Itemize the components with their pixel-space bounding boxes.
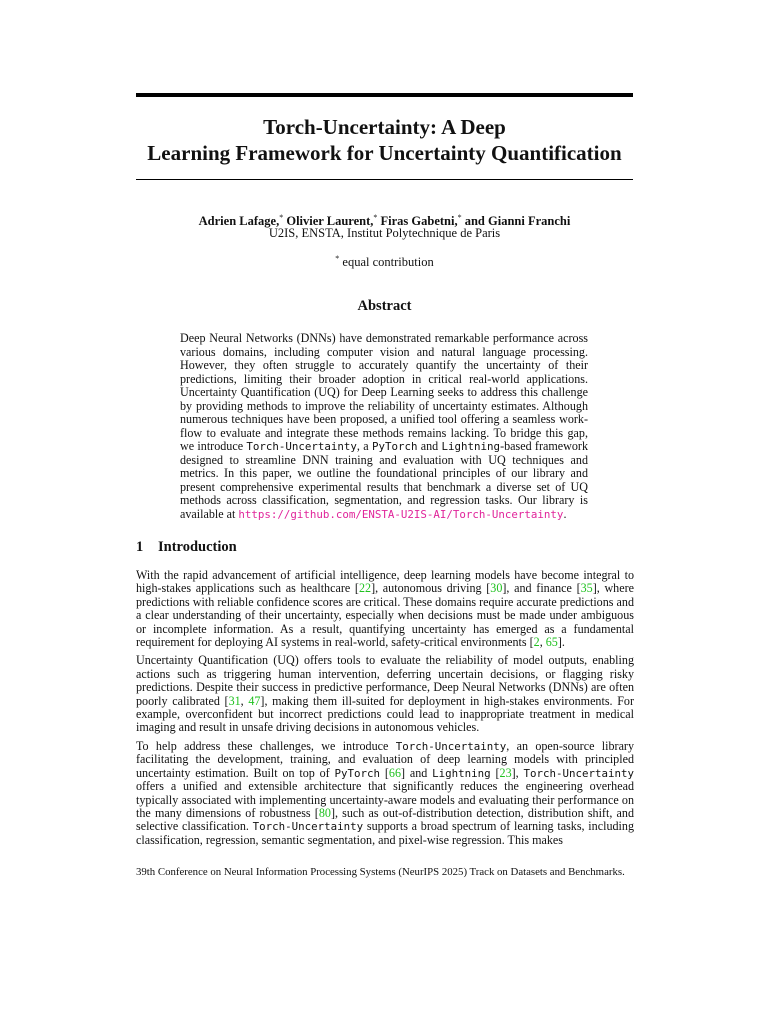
- title-line-2: Learning Framework for Uncertainty Quantification: [147, 141, 622, 165]
- abstract-body: [180, 332, 588, 521]
- inline-code: Torch-Uncertainty: [252, 820, 364, 834]
- citation-link[interactable]: 22: [358, 581, 372, 596]
- author-name: Adrien Lafage,: [198, 214, 280, 229]
- inline-code: Torch-Uncertainty: [523, 766, 635, 780]
- paragraph-text: ], and finance [: [502, 581, 581, 596]
- paragraph-text: , an open-source library facilitating the development, training, and evaluation of deep learning models with principled uncertainty estimation. Built on top of: [136, 738, 635, 780]
- author-name: Firas Gabetni,: [380, 214, 458, 229]
- citation-link[interactable]: 47: [248, 693, 261, 708]
- title-bottom-rule: [136, 179, 633, 180]
- abstract-text: and: [417, 439, 442, 453]
- contribution-note: [120, 251, 649, 270]
- citation-link[interactable]: 30: [490, 581, 503, 596]
- paragraph-text: ], such as out-of-distribution detection, distribution shift, and selective classification.: [136, 805, 634, 834]
- citation-link[interactable]: 65: [545, 635, 558, 650]
- section-number: 1: [136, 539, 144, 555]
- paragraph-text: ], autonomous driving [: [371, 581, 491, 596]
- contribution-text: equal contribution: [342, 255, 434, 270]
- paragraph: [136, 569, 634, 649]
- section-heading: [136, 539, 237, 556]
- author-mark: *: [373, 213, 378, 222]
- citation-link[interactable]: 35: [580, 581, 593, 596]
- citation-link[interactable]: 80: [318, 805, 331, 820]
- citation-link[interactable]: 31: [228, 693, 241, 708]
- paragraph-text: To help address these challenges, we introduce: [136, 738, 396, 753]
- abstract-text: , a: [356, 439, 372, 453]
- paragraph-text: ,: [539, 635, 546, 650]
- paragraph-text: ].: [557, 635, 565, 650]
- paragraph: [136, 740, 634, 847]
- abstract-code: PyTorch: [371, 440, 418, 453]
- citation-link[interactable]: 23: [499, 765, 512, 780]
- citation-link[interactable]: 2: [533, 635, 540, 650]
- conference-footer: 39th Conference on Neural Information Processing Systems (NeurIPS 2025) Track on Datasets and Benchmarks.: [136, 866, 625, 878]
- author-name: Olivier Laurent,: [286, 214, 374, 229]
- intro-body: [136, 569, 634, 852]
- abstract-code: Lightning: [441, 440, 501, 453]
- top-rule: [136, 93, 633, 97]
- abstract-heading: Abstract: [357, 298, 412, 314]
- paper-title: [120, 114, 649, 166]
- paragraph-text: supports a broad spectrum of learning tasks, including classification, regression, semantic segmentation, and pixel-wise regression. This makes: [136, 819, 634, 847]
- author-mark: *: [279, 213, 284, 222]
- inline-code: Lightning: [432, 766, 491, 780]
- paragraph-text: [: [490, 765, 500, 780]
- paragraph-text: ],: [511, 765, 524, 780]
- abstract-text: -based framework designed to streamline DNN training and evaluation with UQ techniques and metrics. In this paper, we outline the foundational principles of our library and present comprehensive experimental results that benchmark a diverse set of UQ methods across classification, segmentation, and regression tasks. Our library is available at: [180, 439, 588, 521]
- section-title: Introduction: [158, 539, 237, 555]
- inline-code: Torch-Uncertainty: [395, 739, 507, 753]
- github-link[interactable]: https://github.com/ENSTA-U2IS-AI/Torch-Uncertainty: [238, 507, 564, 521]
- paragraph-text: ,: [240, 693, 249, 708]
- paragraph-text: ] and: [401, 765, 433, 780]
- paragraph: [136, 654, 634, 734]
- contribution-mark: *: [335, 254, 340, 263]
- author-name: and Gianni Franchi: [464, 214, 571, 229]
- paragraph-text: Uncertainty Quantification (UQ) offers tools to evaluate the reliability of model outputs, enabling actions such as triggering human intervention, deferring uncertain decisions, or flagging risky predictions. Despite their success in predictive performance, Deep Neural Networks (DNNs) are often poorly calibrated [: [136, 653, 634, 708]
- abstract-code: Torch-Uncertainty: [246, 440, 357, 453]
- abstract-text: Deep Neural Networks (DNNs) have demonstrated remarkable performance across various domains, including computer vision and natural language processing. However, they often struggle to accurately quantify the uncertainty of their predictions, limiting their broader adoption in critical real-world applications. Uncertainty Quantification (UQ) for Deep Learning seeks to address this challenge by providing methods to improve the reliability of uncertainty estimates. Although numerous techniques have been proposed, a unified tool offering a seamless work-flow to evaluate and integrate these methods remains lacking. To bridge this gap, we introduce: [180, 331, 588, 453]
- paragraph-text: ], making them ill-suited for deployment in high-stakes environments. For example, overconfident but incorrect predictions could lead to inappropriate treatment in medical imaging and result in unsafe driving decisions in autonomous vehicles.: [136, 693, 635, 735]
- paragraph-text: ], where predictions with reliable confidence scores are critical. These domains require accurate predictions and a clear understanding of their uncertainty, especially when decisions must be made under ambiguous or incomplete information. As a result, quantifying uncertainty has emerged as a fundamental requirement for deploying AI systems in real-world, safety-critical environments [: [136, 581, 634, 650]
- paragraph-text: [: [380, 765, 389, 780]
- affiliation: U2IS, ENSTA, Institut Polytechnique de Paris: [268, 226, 501, 240]
- paragraph-text: With the rapid advancement of artificial intelligence, deep learning models have become integral to high-stakes applications such as healthcare [: [136, 568, 634, 596]
- title-line-1: Torch-Uncertainty: A Deep: [263, 115, 506, 139]
- author-mark: *: [457, 213, 462, 222]
- abstract-text: .: [563, 506, 567, 521]
- inline-code: PyTorch: [334, 766, 381, 780]
- paragraph-text: offers a unified and extensible architecture that significantly reduces the engineering overhead typically associated with implementing uncertainty-aware models and evaluating their performance on the many dimensions of robustness [: [136, 779, 634, 820]
- citation-link[interactable]: 66: [388, 765, 402, 780]
